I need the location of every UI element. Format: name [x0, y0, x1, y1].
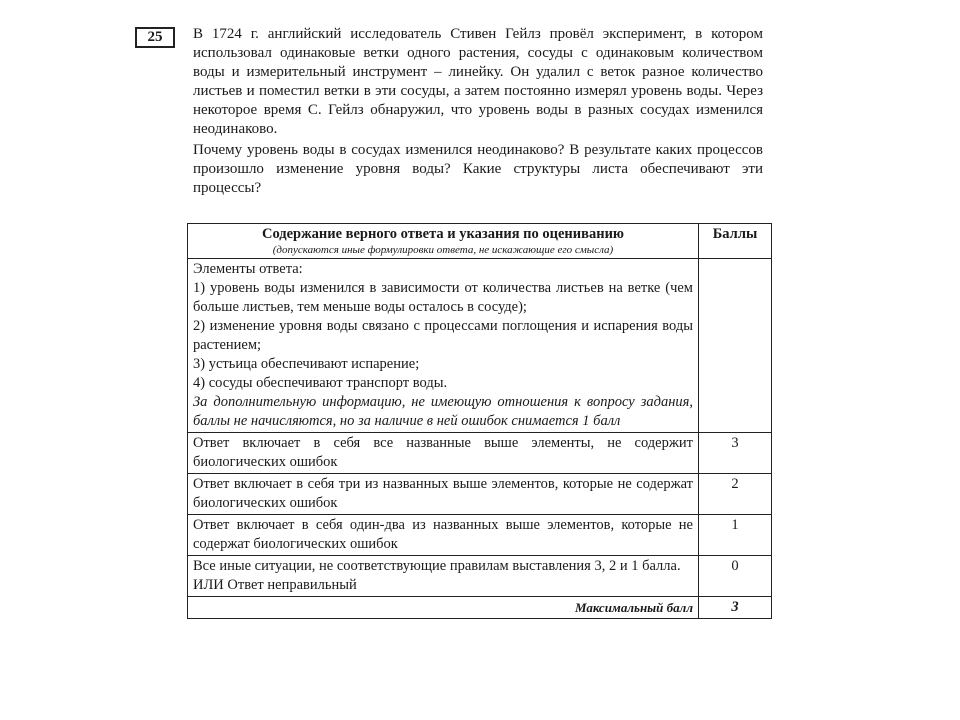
criteria-text: Ответ включает в себя один-два из названных выше элементов, которые не содержат биологических ошибок: [188, 515, 699, 556]
criteria-text: Ответ включает в себя три из названных выше элементов, которые не содержат биологических ошибок: [188, 474, 699, 515]
task-text: [193, 25, 763, 198]
answer-element: 1) уровень воды изменился в зависимости от количества листьев на ветке (чем больше листьев, тем меньше воды осталось в сосуде);: [193, 280, 693, 315]
criteria-text-line: Все иные ситуации, не соответствующие правилам выставления 3, 2 и 1 балла.: [193, 558, 681, 574]
task-number: 25: [135, 27, 175, 48]
criteria-score: 1: [699, 515, 772, 556]
max-score-value: 3: [699, 597, 772, 619]
criteria-row: [188, 474, 772, 515]
header-subtitle: (допускаются иные формулировки ответа, не искажающие его смысла): [272, 244, 614, 256]
criteria-row: [188, 433, 772, 474]
header-title: Содержание верного ответа и указания по оцениванию: [261, 226, 625, 242]
criteria-score: 2: [699, 474, 772, 515]
max-score-row: [188, 597, 772, 619]
answer-element: 4) сосуды обеспечивают транспорт воды.: [193, 375, 448, 391]
grading-table: [187, 223, 772, 619]
elements-title: Элементы ответа:: [193, 261, 303, 277]
criteria-row: [188, 556, 772, 597]
criteria-text: [188, 556, 699, 597]
criteria-row: [188, 515, 772, 556]
criteria-score: 0: [699, 556, 772, 597]
elements-row: [188, 259, 772, 433]
answer-element: 2) изменение уровня воды связано с процессами поглощения и испарения воды растением;: [193, 318, 693, 353]
header-score: Баллы: [699, 224, 772, 259]
criteria-score: 3: [699, 433, 772, 474]
header-content: [188, 224, 699, 259]
max-score-label: Максимальный балл: [188, 597, 699, 619]
grading-note: За дополнительную информацию, не имеющую отношения к вопросу задания, баллы не начисляются, но за наличие в ней ошибок снимается 1 балл: [193, 394, 693, 429]
answer-elements: [188, 259, 699, 433]
answer-element: 3) устьица обеспечивают испарение;: [193, 356, 420, 372]
task-questions: Почему уровень воды в сосудах изменился неодинаково? В результате каких процессов произошло изменение уровня воды? Какие структуры листа обеспечивают эти процессы?: [193, 142, 763, 196]
elements-score-cell: [699, 259, 772, 433]
criteria-text: Ответ включает в себя все названные выше элементы, не содержит биологических ошибок: [188, 433, 699, 474]
table-header-row: [188, 224, 772, 259]
criteria-text-alt: ИЛИ Ответ неправильный: [193, 577, 357, 593]
task-paragraph: В 1724 г. английский исследователь Стивен Гейлз провёл эксперимент, в котором использовал одинаковые ветки одного растения, сосуды с одинаковым количеством воды и измерительный инструмент – линейку. Он удалил с веток разное количество листьев и поместил ветки в эти сосуды, а затем постоянно измерял уровень воды. Через некоторое время С. Гейлз обнаружил, что уровень воды в разных сосудах изменился неодинаково.: [193, 26, 763, 137]
